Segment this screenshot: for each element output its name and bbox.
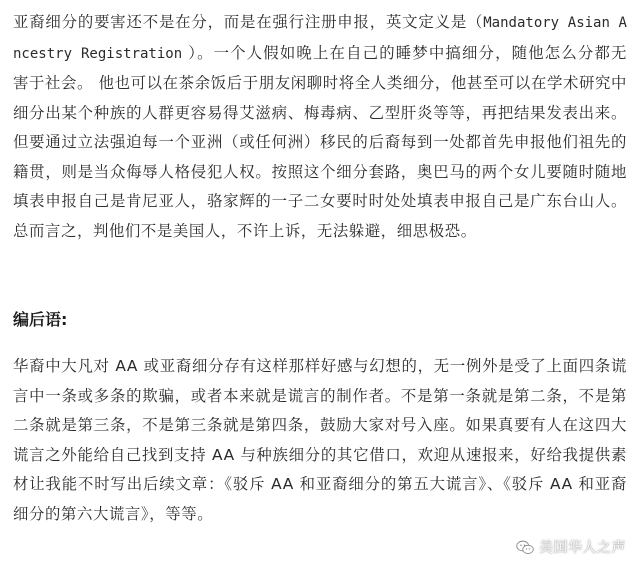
editor-note-paragraph: 华裔中大凡对 AA 或亚裔细分存有这样那样好感与幻想的，无一例外是受了上面四条谎言中一条或多条的欺骗，或者本来就是谎言的制作者。不是第一条就是第二条，不是第二条就是第三条，不是第三条就是第四条，鼓励大家对号入座。如果真要有人在这四大谎言之外能给自己找到支持 AA 与种族细分的其它借口，欢迎从速报来，好给我提供素材让我能不时写出后续文章：《驳斥 AA 和亚裔细分的第五大谎言》、《驳斥 AA 和亚裔细分的第六大谎言》，等等。 bbox=[13, 357, 627, 523]
watermark-label: 美国华人之声 bbox=[539, 540, 626, 556]
paragraph-1-text-rest: ）。一个人假如晚上在自己的睡梦中搞细分，随他怎么分都无害于社会。 他也可以在茶余饭后于朋友闲聊时将全人类细分，他甚至可以在学术研究中细分出某个种族的人群更容易得艾滋病、梅毒病、乙型肝炎等等，再把结果发表出来。但要通过立法强迫每一个亚洲（或任何洲）移民的后裔每到一处都首先申报他们祖先的籍贯，则是当众侮辱人格侵犯人权。按照这个细分套路，奥巴马的两个女儿要随时随地填表申报自己是肯尼亚人，骆家辉的一子二女要时时处处填表申报自己是广东台山人。总而言之，判他们不是美国人，不许上诉，无法躲避，细思极恐。 bbox=[13, 43, 628, 240]
article-paragraph-1 bbox=[13, 8, 627, 246]
editor-note-heading: 编后语: bbox=[13, 310, 68, 329]
paragraph-1-english-term: Mandatory Asian Ancestry Registration bbox=[13, 15, 627, 62]
paragraph-1-text-start: 亚裔细分的要害还不是在分，而是在强行注册申报，英文定义是（ bbox=[13, 13, 484, 31]
wechat-icon bbox=[516, 540, 534, 555]
article-body bbox=[13, 8, 628, 523]
source-watermark bbox=[516, 537, 626, 557]
